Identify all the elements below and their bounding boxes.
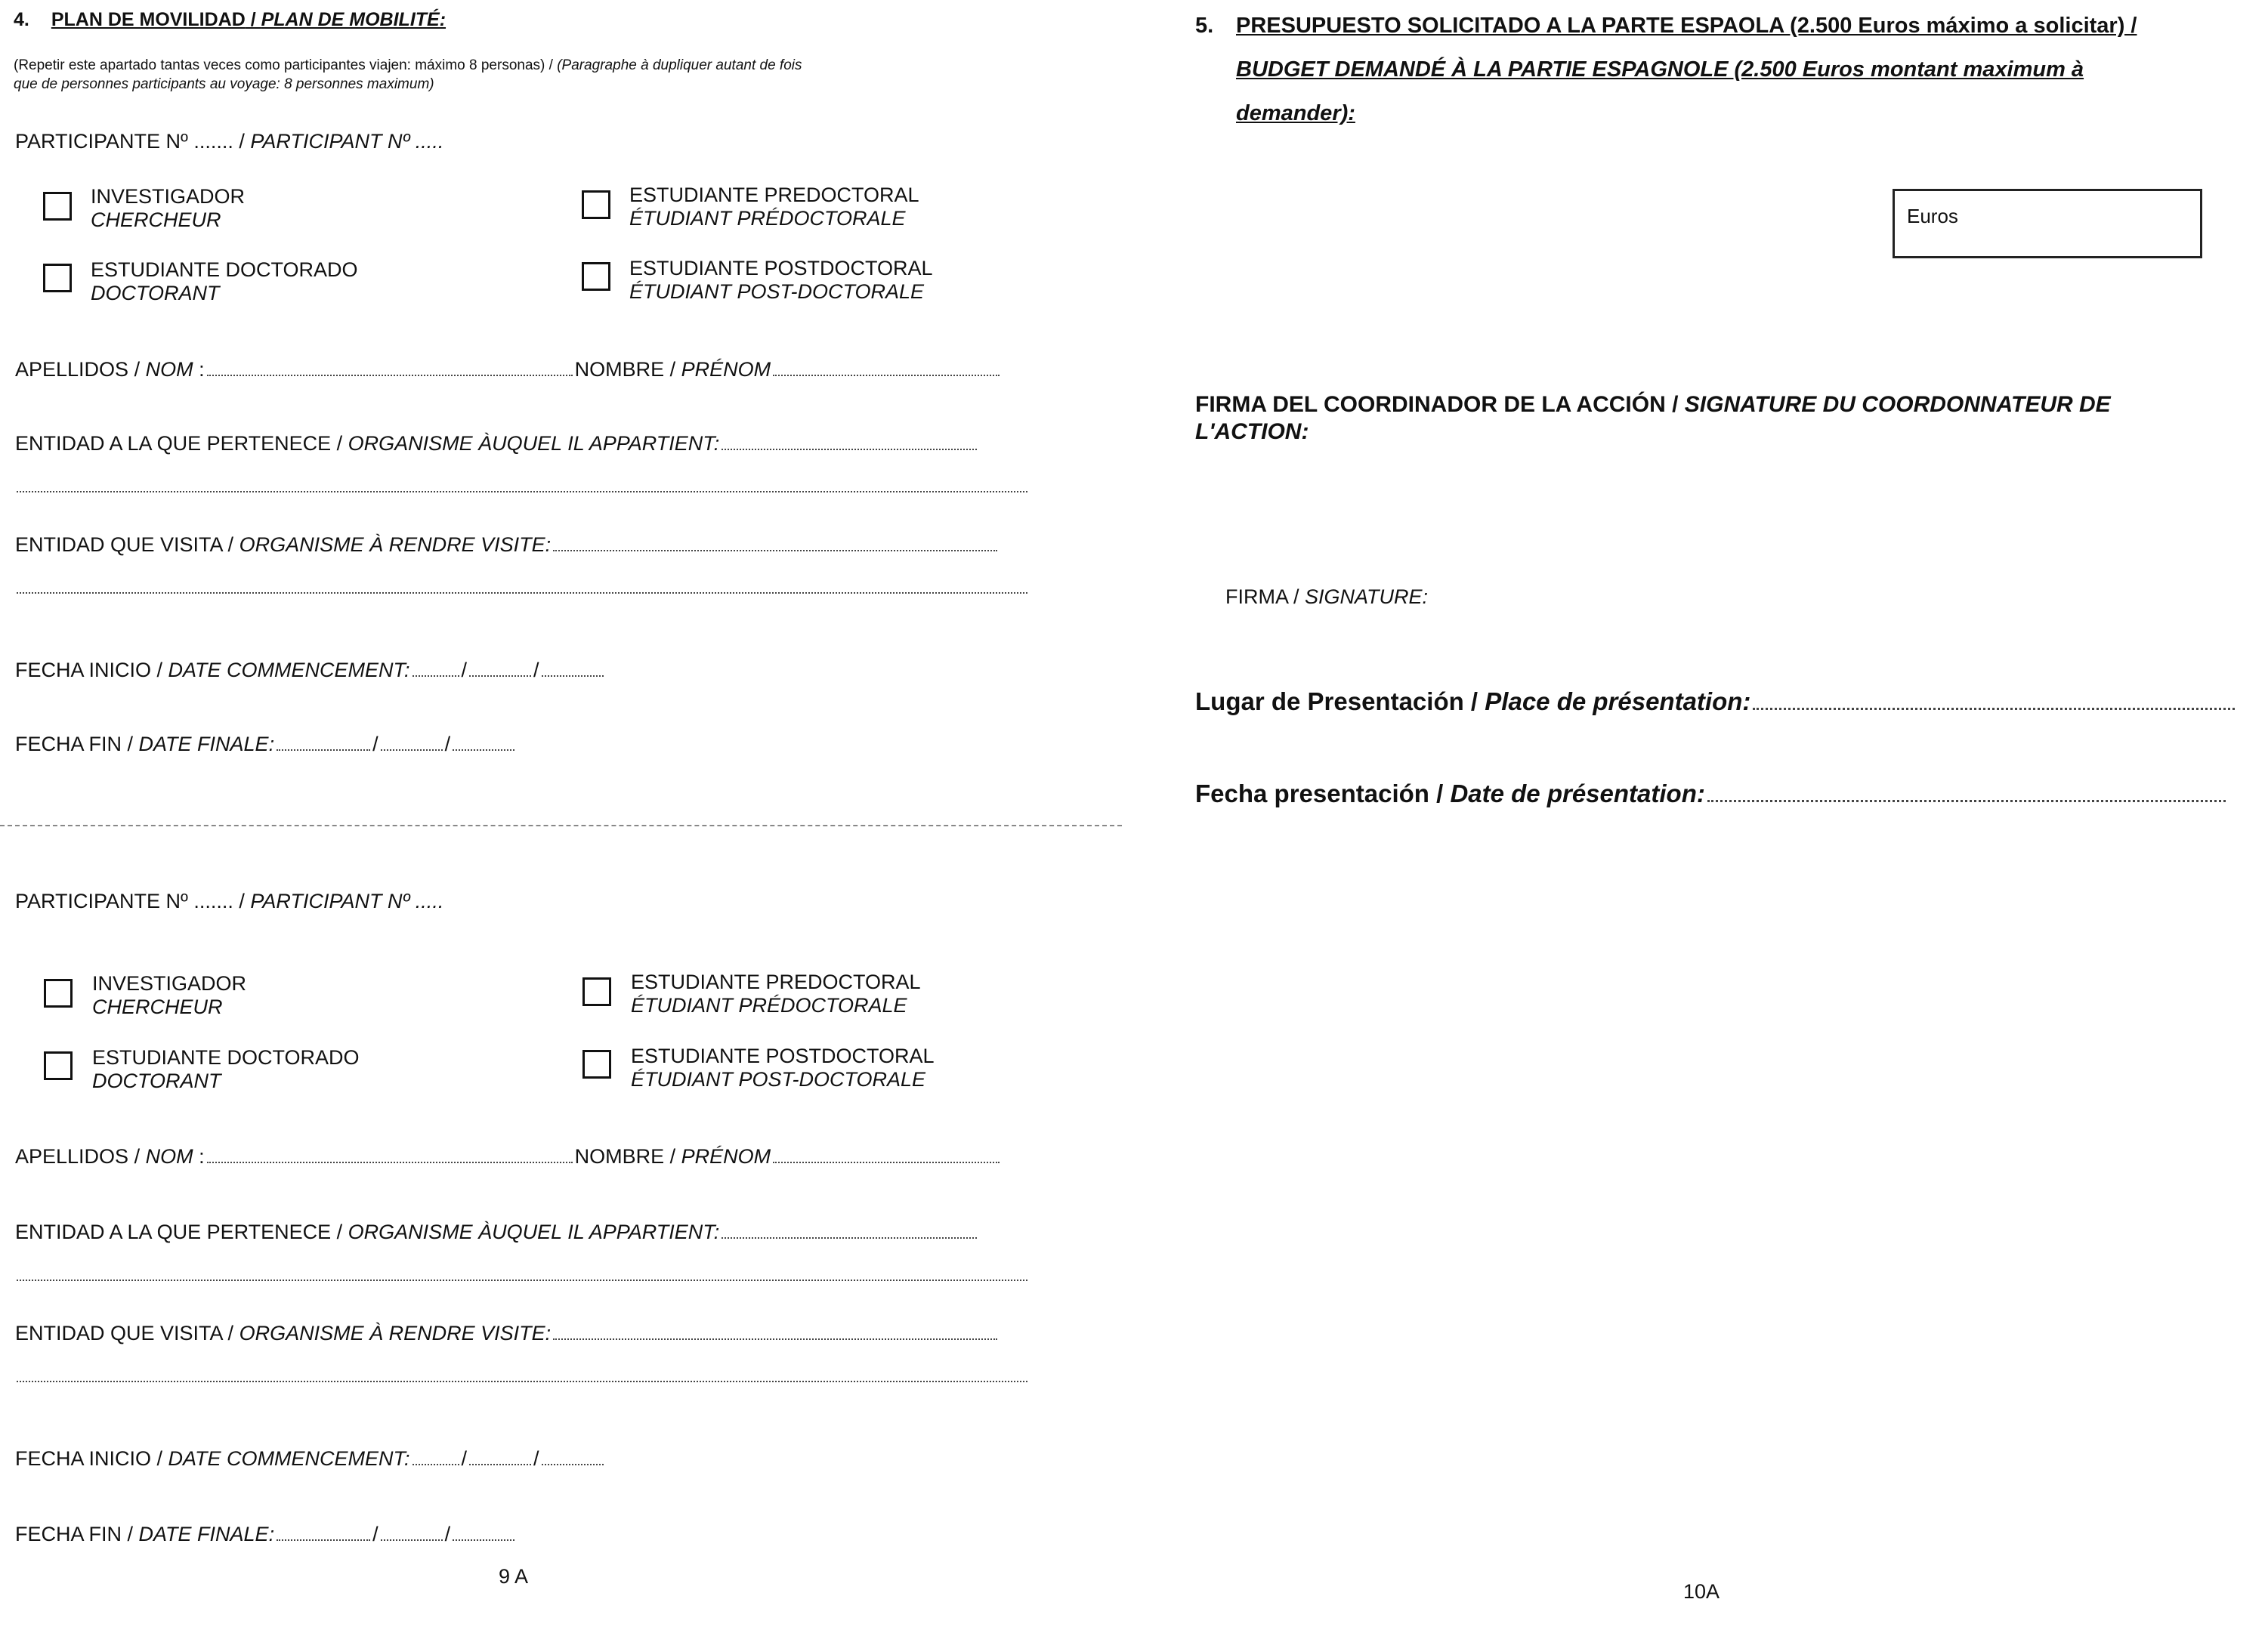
entidad-visita-input-line-2[interactable]: [17, 1381, 1027, 1382]
lugar-input-line[interactable]: [1753, 694, 2235, 710]
note-fr-continued: que de personnes participants au voyage: 8 personnes maximum): [14, 76, 434, 92]
euros-label: Euros: [1907, 205, 1958, 227]
firma-coordinador-label-es: FIRMA DEL COORDINADOR DE LA ACCIÓN /: [1195, 392, 1685, 417]
date-separator: /: [372, 733, 379, 755]
fecha-inicio-field: [15, 1447, 606, 1471]
option-label-es: ESTUDIANTE DOCTORADO: [91, 258, 358, 281]
apellidos-field: APELLIDOS / NOM : NOMBRE / PRÉNOM: [15, 1145, 1002, 1168]
date-separator: /: [461, 1447, 468, 1470]
entidad-visita-input-line[interactable]: [553, 1325, 997, 1340]
date-separator: /: [533, 659, 539, 681]
section-4-note: [14, 56, 802, 94]
apellidos-label-es: APELLIDOS /: [15, 1145, 146, 1168]
section-title-line-1: PRESUPUESTO SOLICITADO A LA PARTE ESPAOLA (2.500 Euros máximo a solicitar) /: [1236, 14, 2137, 38]
checkbox-postdoctoral[interactable]: [582, 1050, 611, 1079]
section-4-heading: [14, 9, 446, 31]
apellidos-field: APELLIDOS / NOM : NOMBRE / PRÉNOM: [15, 358, 1002, 381]
nombre-label-fr: PRÉNOM: [681, 1145, 771, 1168]
option-label-fr: ÉTUDIANT POST-DOCTORALE: [631, 1068, 926, 1091]
participant-label-es: PARTICIPANTE Nº ....... /: [15, 130, 251, 153]
date-separator: /: [444, 1523, 451, 1545]
entidad-pertenece-field: [15, 1221, 979, 1244]
section-number: 5.: [1195, 14, 1214, 38]
checkbox-postdoctoral[interactable]: [582, 262, 610, 291]
fecha-fin-day[interactable]: [277, 1526, 370, 1541]
entidad-visita-label-fr: ORGANISME À RENDRE VISITE:: [239, 1322, 552, 1344]
checkbox-predoctoral[interactable]: [582, 190, 610, 219]
entidad-visita-input-line-2[interactable]: [17, 592, 1027, 594]
option-label-fr: ÉTUDIANT PRÉDOCTORALE: [631, 994, 907, 1017]
option-predoctoral: [629, 184, 919, 230]
entidad-pertenece-input-line-2[interactable]: [17, 491, 1027, 492]
checkbox-doctorado[interactable]: [44, 1051, 73, 1080]
option-label-es: ESTUDIANTE PREDOCTORAL: [631, 971, 921, 993]
nombre-input-line[interactable]: [773, 1148, 1000, 1163]
option-label-fr: CHERCHEUR: [92, 996, 223, 1018]
option-investigador: [91, 185, 245, 232]
lugar-presentacion-field: [1195, 687, 2237, 716]
page-number: 10A: [1683, 1580, 1720, 1603]
nombre-label-es: NOMBRE /: [574, 1145, 681, 1168]
entidad-pertenece-label-es: ENTIDAD A LA QUE PERTENECE /: [15, 1221, 348, 1243]
option-label-fr: DOCTORANT: [91, 282, 220, 304]
section-title-fr: PLAN DE MOBILITÉ:: [261, 9, 446, 30]
fecha-presentacion-input-line[interactable]: [1707, 786, 2226, 802]
fecha-inicio-day[interactable]: [413, 662, 459, 677]
fecha-inicio-label-es: FECHA INICIO /: [15, 1447, 168, 1470]
fecha-fin-month[interactable]: [381, 736, 443, 751]
note-es: (Repetir este apartado tantas veces como participantes viajen: máximo 8 personas) /: [14, 57, 558, 73]
option-label-fr: DOCTORANT: [92, 1070, 221, 1092]
entidad-pertenece-input-line[interactable]: [721, 1224, 977, 1239]
fecha-inicio-year[interactable]: [542, 1450, 604, 1465]
option-postdoctoral: [631, 1045, 935, 1091]
option-label-fr: ÉTUDIANT POST-DOCTORALE: [629, 280, 925, 303]
page-9a: [0, 0, 1133, 1630]
page-10a: [1133, 0, 2268, 1630]
apellidos-label-fr: NOM: [145, 358, 193, 381]
entidad-visita-input-line[interactable]: [553, 536, 997, 551]
participant-label-fr: PARTICIPANT Nº .....: [250, 890, 444, 912]
coordinator-signature-heading: [1195, 391, 2111, 446]
fecha-inicio-month[interactable]: [469, 1450, 531, 1465]
note-fr: (Paragraphe à dupliquer autant de fois: [557, 57, 802, 73]
fecha-inicio-label-es: FECHA INICIO /: [15, 659, 168, 681]
fecha-inicio-day[interactable]: [413, 1450, 459, 1465]
option-label-es: ESTUDIANTE POSTDOCTORAL: [631, 1045, 935, 1067]
nombre-input-line[interactable]: [773, 361, 1000, 376]
fecha-inicio-month[interactable]: [469, 662, 531, 677]
date-separator: /: [533, 1447, 539, 1470]
fecha-presentacion-label-fr: Date de présentation:: [1450, 779, 1705, 807]
option-label-es: INVESTIGADOR: [91, 185, 246, 208]
checkbox-doctorado[interactable]: [43, 264, 72, 292]
fecha-fin-month[interactable]: [381, 1526, 443, 1541]
apellidos-label-fr: NOM: [145, 1145, 193, 1168]
fecha-fin-field: [15, 1523, 517, 1546]
fecha-presentacion-label-es: Fecha presentación /: [1195, 779, 1451, 807]
title-separator: /: [245, 9, 261, 30]
section-number: 4.: [14, 9, 29, 30]
checkbox-predoctoral[interactable]: [582, 977, 611, 1006]
participant-number-label: [15, 890, 443, 913]
date-separator: /: [372, 1523, 379, 1545]
option-label-es: INVESTIGADOR: [92, 972, 247, 995]
entidad-pertenece-field: [15, 432, 979, 455]
fecha-presentacion-field: [1195, 779, 2228, 808]
firma-label-fr: SIGNATURE:: [1305, 585, 1429, 608]
fecha-inicio-field: [15, 659, 606, 682]
euros-amount-field[interactable]: [1893, 189, 2202, 258]
entidad-visita-label-fr: ORGANISME À RENDRE VISITE:: [239, 533, 552, 556]
option-label-es: ESTUDIANTE DOCTORADO: [92, 1046, 360, 1069]
fecha-inicio-label-fr: DATE COMMENCEMENT:: [168, 1447, 410, 1470]
fecha-inicio-year[interactable]: [542, 662, 604, 677]
fecha-fin-year[interactable]: [453, 1526, 514, 1541]
option-label-fr: ÉTUDIANT PRÉDOCTORALE: [629, 207, 906, 230]
section-title-line-2: BUDGET DEMANDÉ À LA PARTIE ESPAGNOLE (2.500 Euros montant maximum à: [1236, 57, 2084, 82]
option-doctorado: [91, 258, 358, 305]
firma-coordinador-label-fr-continued: L'ACTION:: [1195, 419, 1309, 444]
option-label-es: ESTUDIANTE POSTDOCTORAL: [629, 257, 933, 279]
entidad-visita-label-es: ENTIDAD QUE VISITA /: [15, 1322, 239, 1344]
entidad-visita-field: [15, 533, 1000, 557]
date-separator: /: [461, 659, 468, 681]
fecha-fin-field: [15, 733, 517, 756]
option-investigador: [92, 972, 246, 1019]
option-doctorado: [92, 1046, 360, 1093]
entidad-pertenece-input-line-2[interactable]: [17, 1280, 1027, 1281]
checkbox-investigador[interactable]: [44, 979, 73, 1008]
fecha-inicio-label-fr: DATE COMMENCEMENT:: [168, 659, 410, 681]
checkbox-investigador[interactable]: [43, 192, 72, 221]
section-title-es: PLAN DE MOVILIDAD: [51, 9, 246, 30]
firma-label-es: FIRMA /: [1225, 585, 1305, 608]
fecha-fin-label-fr: DATE FINALE:: [138, 733, 275, 755]
lugar-label-fr: Place de présentation:: [1485, 687, 1751, 715]
entidad-visita-label-es: ENTIDAD QUE VISITA /: [15, 533, 239, 556]
option-postdoctoral: [629, 257, 933, 304]
fecha-fin-label-es: FECHA FIN /: [15, 733, 139, 755]
section-title-line-3: demander):: [1236, 101, 1355, 125]
nombre-label-es: NOMBRE /: [574, 358, 681, 381]
participant-label-fr: PARTICIPANT Nº .....: [250, 130, 444, 153]
entidad-pertenece-label-fr: ORGANISME ÀUQUEL IL APPARTIENT:: [348, 432, 720, 455]
nombre-label-fr: PRÉNOM: [681, 358, 771, 381]
signature-field: [1225, 585, 1428, 609]
option-label-es: ESTUDIANTE PREDOCTORAL: [629, 184, 919, 206]
fecha-fin-year[interactable]: [453, 736, 514, 751]
lugar-label-es: Lugar de Presentación /: [1195, 687, 1485, 715]
apellidos-label-es: APELLIDOS /: [15, 358, 146, 381]
page-number: 9 A: [499, 1565, 529, 1588]
entidad-pertenece-label-fr: ORGANISME ÀUQUEL IL APPARTIENT:: [348, 1221, 720, 1243]
date-separator: /: [444, 733, 451, 755]
entidad-visita-field: [15, 1322, 1000, 1345]
participant-label-es: PARTICIPANTE Nº ....... /: [15, 890, 251, 912]
option-label-fr: CHERCHEUR: [91, 208, 221, 231]
entidad-pertenece-label-es: ENTIDAD A LA QUE PERTENECE /: [15, 432, 348, 455]
firma-coordinador-label-fr: SIGNATURE DU COORDONNATEUR DE: [1684, 392, 2111, 417]
apellidos-input-line[interactable]: [207, 361, 573, 376]
option-predoctoral: [631, 971, 921, 1017]
fecha-fin-label-es: FECHA FIN /: [15, 1523, 139, 1545]
participant-number-label: [15, 130, 443, 153]
apellidos-input-line[interactable]: [207, 1148, 573, 1163]
participant-divider: [0, 825, 1122, 826]
fecha-fin-label-fr: DATE FINALE:: [138, 1523, 275, 1545]
fecha-fin-day[interactable]: [277, 736, 370, 751]
entidad-pertenece-input-line[interactable]: [721, 435, 977, 450]
